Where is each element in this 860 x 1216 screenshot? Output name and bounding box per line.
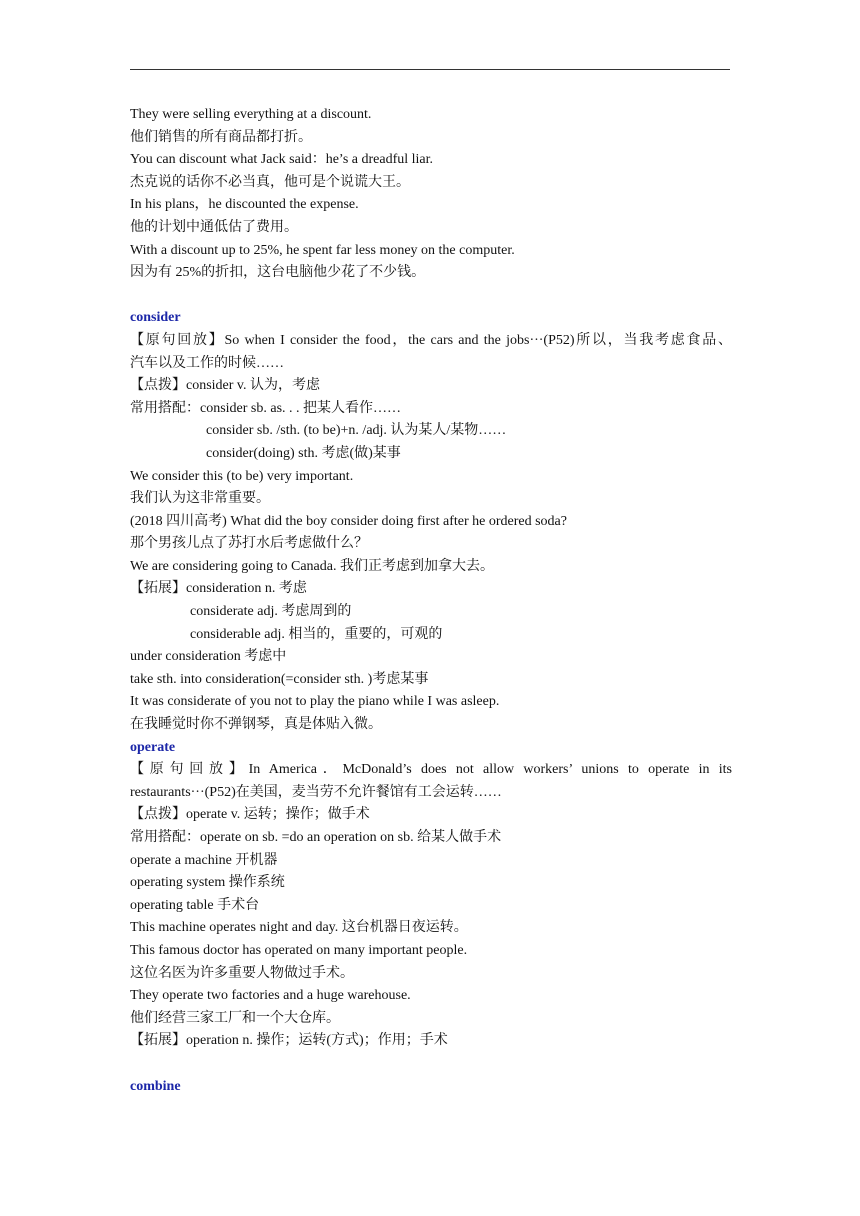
example-zh: 我们认为这非常重要。 <box>130 491 270 507</box>
text-line: With a discount up to 25%, he spent far less money on the computer. <box>130 242 515 258</box>
example-zh: 那个男孩儿点了苏打水后考虑做什么？ <box>130 536 368 552</box>
original-sentence-cont: restaurants···(P52)在美国，麦当劳不允许餐馆有工会运转…… <box>130 784 502 800</box>
original-sentence: 【原句回放】So when I consider the food，the cars and the jobs···(P52)所以，当我考虑食品、 <box>130 332 732 348</box>
spacer <box>130 1053 732 1076</box>
hint-line: 【点拨】consider v. 认为，考虑 <box>130 378 321 394</box>
text-line: In his plans，he discounted the expense. <box>130 197 359 213</box>
document-body <box>130 104 732 1098</box>
collocation-line: 常用搭配：consider sb. as. . . 把某人看作…… <box>130 400 402 416</box>
phrase-line: operating system 操作系统 <box>130 875 285 891</box>
header-rule <box>130 69 730 70</box>
example-en: They operate two factories and a huge warehouse. <box>130 988 411 1004</box>
hint-line: 【点拨】operate v. 运转；操作；做手术 <box>130 807 370 823</box>
text-line: You can discount what Jack said：he’s a dreadful liar. <box>130 152 434 168</box>
example-en: This famous doctor has operated on many important people. <box>130 942 468 958</box>
phrase-line: under consideration 考虑中 <box>130 649 287 665</box>
extension-line: considerable adj. 相当的，重要的，可观的 <box>190 626 443 642</box>
section-heading-consider: consider <box>130 310 181 326</box>
text-line: 他们销售的所有商品都打折。 <box>130 129 312 145</box>
example-line: We are considering going to Canada. 我们正考虑到加拿大去。 <box>130 558 494 574</box>
example-en: We consider this (to be) very important. <box>130 468 354 484</box>
phrase-line: take sth. into consideration(=consider sth. )考虑某事 <box>130 671 429 687</box>
section-heading-operate: operate <box>130 739 176 755</box>
extension-line: 【拓展】consideration n. 考虑 <box>130 581 307 597</box>
collocation-line: 常用搭配：operate on sb. =do an operation on sb. 给某人做手术 <box>130 830 502 845</box>
extension-line: considerate adj. 考虑周到的 <box>190 604 352 620</box>
section-heading-combine: combine <box>130 1078 181 1094</box>
example-zh: 他们经营三家工厂和一个大仓库。 <box>130 1010 340 1026</box>
extension-line: 【拓展】operation n. 操作；运转(方式)；作用；手术 <box>130 1033 448 1049</box>
example-zh: 这位名医为许多重要人物做过手术。 <box>130 965 354 981</box>
text-line: 杰克说的话你不必当真，他可是个说谎大王。 <box>130 174 410 190</box>
collocation-line: consider(doing) sth. 考虑(做)某事 <box>206 445 401 461</box>
example-line: This machine operates night and day. 这台机器日夜运转。 <box>130 920 468 936</box>
phrase-line: operate a machine 开机器 <box>130 852 278 868</box>
phrase-line: operating table 手术台 <box>130 897 260 913</box>
text-line: 他的计划中通低估了费用。 <box>130 219 298 235</box>
collocation-line: consider sb. /sth. (to be)+n. /adj. 认为某人/某物…… <box>206 423 507 439</box>
original-sentence: 【原句回放】In America．McDonald’s does not allow workers’ unions to operate in its <box>130 762 732 778</box>
example-en: (2018 四川高考) What did the boy consider doing first after he ordered soda? <box>130 513 567 529</box>
example-en: It was considerate of you not to play the piano while I was asleep. <box>130 694 500 710</box>
text-line: They were selling everything at a discount. <box>130 107 372 122</box>
text-line: 因为有 25%的折扣，这台电脑他少花了不少钱。 <box>130 265 426 281</box>
example-zh: 在我睡觉时你不弹钢琴，真是体贴入微。 <box>130 717 382 733</box>
original-sentence-cont: 汽车以及工作的时候…… <box>130 355 284 371</box>
spacer <box>130 285 732 308</box>
